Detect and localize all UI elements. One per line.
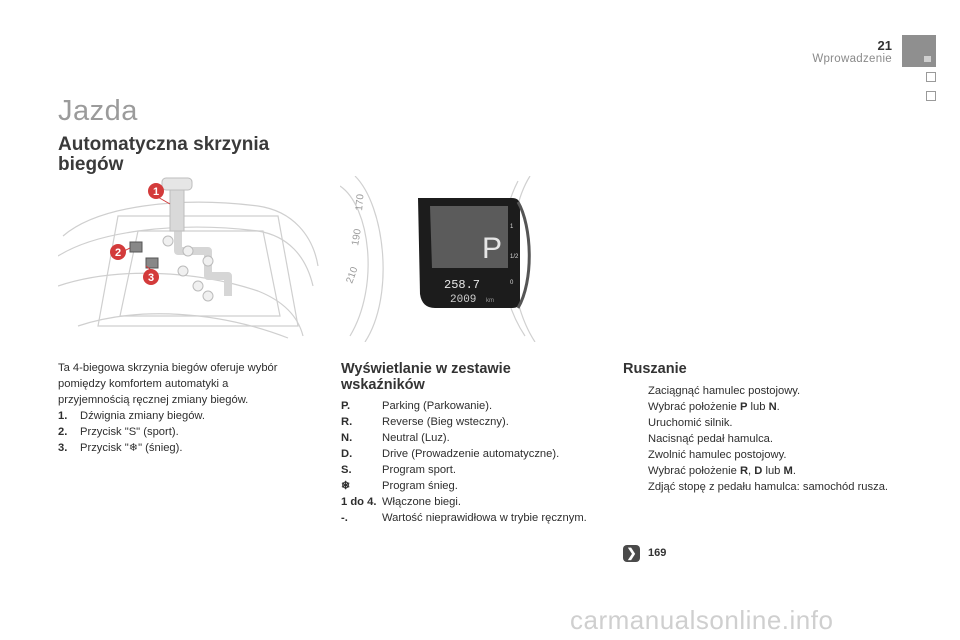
list-item: 1. Dźwignia zmiany biegów. — [58, 410, 205, 422]
chapter-title: Jazda — [58, 95, 138, 127]
bullet-icon — [623, 447, 648, 463]
start-section-title: Ruszanie — [623, 361, 687, 377]
list-item: D. Drive (Prowadzenie automatyczne). — [341, 448, 560, 460]
list-item: Nacisnąć pedał hamulca. — [623, 431, 903, 447]
section-name: Wprowadzenie — [812, 53, 892, 65]
trip-readout: 258.7 — [444, 278, 481, 292]
list-item: 3. Przycisk "❄" (śnieg). — [58, 442, 183, 454]
display-section-title: Wyświetlanie w zestawie wskaźników — [341, 361, 511, 393]
list-item: ❄ Program śnieg. — [341, 480, 458, 492]
intro-column — [58, 360, 293, 456]
speed-mark: 210 — [344, 265, 361, 286]
dashboard-display — [418, 198, 529, 308]
section-tab[interactable] — [926, 91, 936, 101]
bullet-icon — [623, 479, 648, 495]
list-item: Uruchomić silnik. — [623, 415, 903, 431]
display-list — [341, 398, 591, 526]
list-item: 1 do 4. Włączone biegi. — [341, 496, 461, 508]
list-item: -. Wartość nieprawidłowa w trybie ręcznym. — [341, 512, 587, 524]
start-list — [623, 383, 903, 495]
list-item: R. Reverse (Bieg wsteczny). — [341, 416, 509, 428]
list-item: Wybrać położenie R, D lub M. — [623, 463, 903, 479]
intro-text: Ta 4-biegowa skrzynia biegów oferuje wybór pomiędzy komfortem automatyki a przyjemnością ręcznej zmiany biegów. — [58, 362, 278, 406]
list-item: P. Parking (Parkowanie). — [341, 400, 493, 412]
section-tab-active[interactable] — [902, 35, 936, 67]
bullet-icon — [623, 415, 648, 431]
reference-page-link[interactable]: 169 — [648, 547, 667, 559]
odometer-readout: 2009 — [450, 294, 477, 306]
bullet-icon — [623, 463, 648, 479]
chevron-right-icon[interactable]: ❯ — [623, 545, 640, 562]
page-number: 21 — [877, 38, 892, 53]
odometer-unit: km — [486, 298, 494, 304]
fuel-mark: 1/2 — [510, 254, 519, 260]
instrument-cluster-illustration — [340, 176, 540, 342]
list-item: Wybrać położenie P lub N. — [623, 399, 903, 415]
list-item: S. Program sport. — [341, 464, 456, 476]
list-item: Zaciągnąć hamulec postojowy. — [623, 383, 903, 399]
callout-3 — [143, 269, 159, 285]
section-tab[interactable] — [926, 72, 936, 82]
speed-mark: 170 — [354, 193, 367, 212]
list-item: N. Neutral (Luz). — [341, 432, 450, 444]
fuel-mark: 1 — [510, 224, 514, 230]
list-item: Zdjąć stopę z pedału hamulca: samochód rusza. — [623, 479, 903, 495]
fuel-mark: 0 — [510, 280, 514, 286]
bullet-icon — [623, 383, 648, 399]
svg-text:2: 2 — [114, 247, 122, 259]
bullet-icon — [623, 431, 648, 447]
watermark: carmanualsonline.info — [570, 605, 834, 635]
speed-mark: 190 — [350, 228, 364, 247]
gear-indicator: P — [482, 232, 503, 265]
svg-text:3: 3 — [147, 272, 155, 284]
gear-selector-illustration — [58, 176, 320, 342]
callout-1 — [148, 183, 164, 199]
list-item: 2. Przycisk "S" (sport). — [58, 426, 179, 438]
list-item: Zwolnić hamulec postojowy. — [623, 447, 903, 463]
svg-text:1: 1 — [152, 186, 160, 198]
section-title: Automatyczna skrzynia biegów — [58, 134, 270, 175]
bullet-icon — [623, 399, 648, 415]
callout-2 — [110, 244, 126, 260]
